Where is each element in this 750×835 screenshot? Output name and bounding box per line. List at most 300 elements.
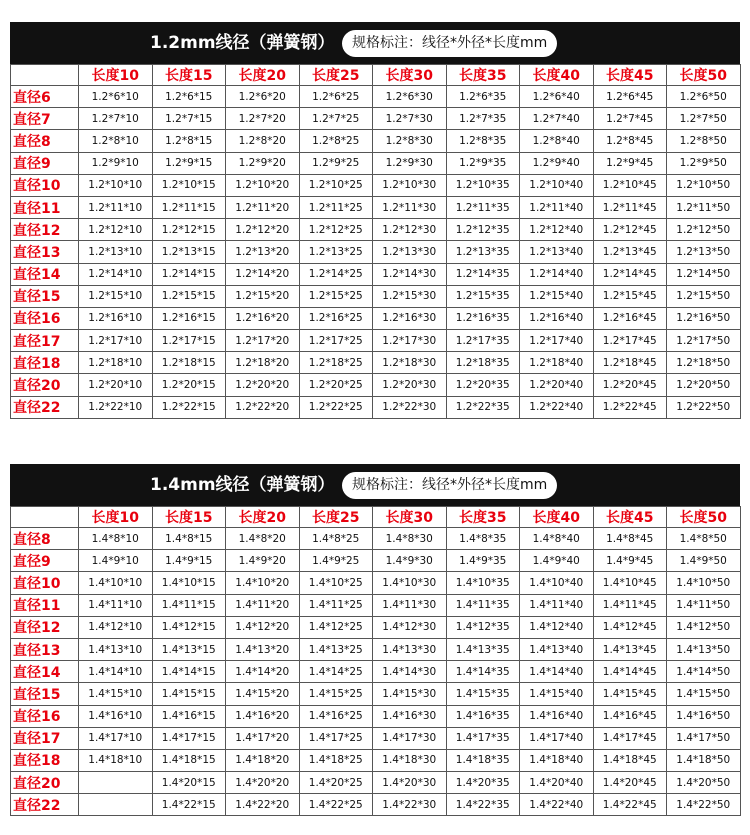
row-header: 直径16 — [11, 705, 79, 727]
spec-cell: 1.2*18*50 — [667, 352, 741, 374]
spec-cell: 1.2*11*30 — [373, 196, 447, 218]
spec-cell: 1.2*16*20 — [226, 307, 300, 329]
spec-cell: 1.2*11*45 — [593, 196, 667, 218]
table-row — [11, 749, 741, 771]
spec-cell: 1.4*17*20 — [226, 727, 300, 749]
spec-cell: 1.4*15*30 — [373, 683, 447, 705]
spec-cell: 1.2*9*25 — [299, 152, 373, 174]
spec-cell: 1.4*17*15 — [152, 727, 226, 749]
spec-cell: 1.4*13*40 — [520, 638, 594, 660]
table-row — [11, 307, 741, 329]
spec-cell: 1.4*16*15 — [152, 705, 226, 727]
spec-cell: 1.2*9*45 — [593, 152, 667, 174]
spec-cell: 1.4*14*40 — [520, 661, 594, 683]
spec-cell: 1.2*15*20 — [226, 285, 300, 307]
column-header: 长度35 — [446, 507, 520, 528]
spec-note-pill: 规格标注：线径*外径*长度mm — [342, 472, 557, 499]
column-header: 长度25 — [299, 507, 373, 528]
spec-cell: 1.2*7*30 — [373, 108, 447, 130]
spec-cell: 1.2*17*25 — [299, 330, 373, 352]
spec-cell: 1.4*13*30 — [373, 638, 447, 660]
spec-cell: 1.4*12*15 — [152, 616, 226, 638]
spec-note-pill: 规格标注：线径*外径*长度mm — [342, 30, 557, 57]
spec-cell: 1.4*13*25 — [299, 638, 373, 660]
column-header: 长度30 — [373, 65, 447, 86]
spec-cell: 1.2*13*45 — [593, 241, 667, 263]
table-row — [11, 241, 741, 263]
spec-cell: 1.4*10*25 — [299, 572, 373, 594]
spec-cell: 1.2*18*30 — [373, 352, 447, 374]
spec-cell: 1.2*9*10 — [79, 152, 153, 174]
spec-cell: 1.4*11*30 — [373, 594, 447, 616]
row-header: 直径9 — [11, 152, 79, 174]
column-header: 长度50 — [667, 507, 741, 528]
spec-cell: 1.4*17*35 — [446, 727, 520, 749]
spec-cell: 1.4*18*25 — [299, 749, 373, 771]
spec-cell: 1.2*20*25 — [299, 374, 373, 396]
row-header: 直径10 — [11, 174, 79, 196]
spec-cell: 1.2*15*45 — [593, 285, 667, 307]
spec-cell: 1.2*16*40 — [520, 307, 594, 329]
row-header: 直径7 — [11, 108, 79, 130]
row-header: 直径9 — [11, 550, 79, 572]
spec-cell: 1.2*16*50 — [667, 307, 741, 329]
column-header: 长度15 — [152, 507, 226, 528]
table-row — [11, 550, 741, 572]
spec-cell: 1.4*10*15 — [152, 572, 226, 594]
spec-cell: 1.2*13*35 — [446, 241, 520, 263]
spec-cell: 1.2*20*50 — [667, 374, 741, 396]
spec-cell: 1.2*7*45 — [593, 108, 667, 130]
spec-cell: 1.4*13*45 — [593, 638, 667, 660]
table-row — [11, 396, 741, 418]
spec-cell: 1.4*16*40 — [520, 705, 594, 727]
table-row — [11, 330, 741, 352]
spec-cell: 1.2*22*30 — [373, 396, 447, 418]
spec-cell: 1.2*10*25 — [299, 174, 373, 196]
column-header: 长度20 — [226, 507, 300, 528]
spec-cell: 1.4*10*50 — [667, 572, 741, 594]
spec-cell: 1.4*10*10 — [79, 572, 153, 594]
row-header: 直径22 — [11, 794, 79, 816]
spec-cell: 1.4*18*10 — [79, 749, 153, 771]
spec-cell: 1.4*18*35 — [446, 749, 520, 771]
spec-cell: 1.2*6*40 — [520, 86, 594, 108]
spec-cell: 1.4*14*25 — [299, 661, 373, 683]
spec-cell: 1.4*17*25 — [299, 727, 373, 749]
spec-cell: 1.4*14*50 — [667, 661, 741, 683]
spec-cell: 1.2*20*15 — [152, 374, 226, 396]
spec-cell: 1.2*16*35 — [446, 307, 520, 329]
spec-cell: 1.4*12*30 — [373, 616, 447, 638]
spec-cell: 1.2*12*10 — [79, 219, 153, 241]
spec-cell: 1.2*20*30 — [373, 374, 447, 396]
spec-cell: 1.2*14*10 — [79, 263, 153, 285]
spec-cell: 1.2*9*35 — [446, 152, 520, 174]
spec-cell: 1.2*12*20 — [226, 219, 300, 241]
spec-cell: 1.2*7*50 — [667, 108, 741, 130]
spec-cell: 1.4*11*50 — [667, 594, 741, 616]
spec-cell: 1.4*10*35 — [446, 572, 520, 594]
spec-cell: 1.4*20*40 — [520, 772, 594, 794]
spec-cell: 1.2*14*30 — [373, 263, 447, 285]
spec-cell: 1.2*12*35 — [446, 219, 520, 241]
row-header: 直径12 — [11, 616, 79, 638]
spec-cell: 1.2*14*40 — [520, 263, 594, 285]
spec-cell: 1.4*16*20 — [226, 705, 300, 727]
spec-cell: 1.4*13*20 — [226, 638, 300, 660]
spec-cell: 1.2*17*15 — [152, 330, 226, 352]
spec-cell: 1.2*18*20 — [226, 352, 300, 374]
spec-cell: 1.4*16*35 — [446, 705, 520, 727]
spec-cell: 1.2*8*15 — [152, 130, 226, 152]
spec-cell: 1.4*10*45 — [593, 572, 667, 594]
spec-cell: 1.4*12*20 — [226, 616, 300, 638]
spec-cell: 1.2*6*45 — [593, 86, 667, 108]
spec-cell: 1.2*12*50 — [667, 219, 741, 241]
spec-cell: 1.2*16*25 — [299, 307, 373, 329]
column-header: 长度45 — [593, 65, 667, 86]
spec-cell: 1.4*20*15 — [152, 772, 226, 794]
spec-cell: 1.4*14*30 — [373, 661, 447, 683]
spec-cell: 1.2*16*45 — [593, 307, 667, 329]
spec-cell: 1.2*13*30 — [373, 241, 447, 263]
corner-cell — [11, 507, 79, 528]
table-row — [11, 86, 741, 108]
spec-cell: 1.2*9*20 — [226, 152, 300, 174]
spec-cell: 1.2*8*10 — [79, 130, 153, 152]
row-header: 直径10 — [11, 572, 79, 594]
spec-cell — [79, 794, 153, 816]
table-row — [11, 152, 741, 174]
table-row — [11, 130, 741, 152]
spec-cell: 1.4*17*30 — [373, 727, 447, 749]
spec-table — [10, 64, 741, 419]
spec-cell: 1.4*18*20 — [226, 749, 300, 771]
spec-cell: 1.4*17*50 — [667, 727, 741, 749]
spec-cell: 1.2*15*50 — [667, 285, 741, 307]
spec-cell: 1.2*14*35 — [446, 263, 520, 285]
spec-cell: 1.2*18*25 — [299, 352, 373, 374]
spec-cell: 1.4*15*35 — [446, 683, 520, 705]
spec-cell: 1.2*6*25 — [299, 86, 373, 108]
column-header: 长度20 — [226, 65, 300, 86]
spec-cell: 1.2*14*15 — [152, 263, 226, 285]
row-header: 直径11 — [11, 196, 79, 218]
spec-cell: 1.2*8*20 — [226, 130, 300, 152]
spec-cell: 1.4*18*30 — [373, 749, 447, 771]
spec-cell: 1.2*22*20 — [226, 396, 300, 418]
table-row — [11, 572, 741, 594]
spec-cell: 1.4*11*10 — [79, 594, 153, 616]
spec-cell: 1.2*15*25 — [299, 285, 373, 307]
spec-cell: 1.2*12*30 — [373, 219, 447, 241]
spec-cell: 1.2*9*15 — [152, 152, 226, 174]
spec-cell: 1.2*15*35 — [446, 285, 520, 307]
spec-cell: 1.4*13*35 — [446, 638, 520, 660]
spec-cell: 1.4*17*10 — [79, 727, 153, 749]
spec-cell: 1.2*8*50 — [667, 130, 741, 152]
spec-cell: 1.4*10*30 — [373, 572, 447, 594]
spec-cell: 1.4*16*30 — [373, 705, 447, 727]
spec-cell: 1.4*15*40 — [520, 683, 594, 705]
spec-cell: 1.2*20*20 — [226, 374, 300, 396]
spec-cell: 1.4*14*35 — [446, 661, 520, 683]
spec-cell: 1.4*9*10 — [79, 550, 153, 572]
table-row — [11, 219, 741, 241]
spec-cell: 1.2*7*40 — [520, 108, 594, 130]
spec-cell: 1.4*15*45 — [593, 683, 667, 705]
header-row — [11, 65, 741, 86]
column-header: 长度40 — [520, 65, 594, 86]
spec-cell: 1.2*13*50 — [667, 241, 741, 263]
corner-cell — [11, 65, 79, 86]
spec-cell: 1.4*18*40 — [520, 749, 594, 771]
header-row — [11, 507, 741, 528]
table-row — [11, 616, 741, 638]
spec-cell: 1.4*20*50 — [667, 772, 741, 794]
row-header: 直径15 — [11, 683, 79, 705]
spec-cell: 1.4*8*10 — [79, 528, 153, 550]
spec-cell: 1.2*17*30 — [373, 330, 447, 352]
spec-cell: 1.2*15*10 — [79, 285, 153, 307]
spec-cell: 1.2*10*30 — [373, 174, 447, 196]
spec-cell: 1.4*15*20 — [226, 683, 300, 705]
table-row — [11, 352, 741, 374]
spec-cell: 1.4*11*20 — [226, 594, 300, 616]
spec-cell: 1.4*8*20 — [226, 528, 300, 550]
spec-cell: 1.4*20*30 — [373, 772, 447, 794]
spec-cell: 1.4*20*45 — [593, 772, 667, 794]
table-row — [11, 727, 741, 749]
spec-cell: 1.2*6*10 — [79, 86, 153, 108]
row-header: 直径13 — [11, 638, 79, 660]
spec-cell: 1.2*16*15 — [152, 307, 226, 329]
row-header: 直径16 — [11, 307, 79, 329]
spec-cell: 1.4*8*50 — [667, 528, 741, 550]
column-header: 长度35 — [446, 65, 520, 86]
table-row — [11, 772, 741, 794]
spec-cell: 1.4*22*15 — [152, 794, 226, 816]
table-row — [11, 108, 741, 130]
row-header: 直径15 — [11, 285, 79, 307]
column-header: 长度10 — [79, 507, 153, 528]
spec-cell: 1.2*20*45 — [593, 374, 667, 396]
spec-cell: 1.2*10*15 — [152, 174, 226, 196]
spec-cell: 1.2*22*15 — [152, 396, 226, 418]
spec-cell: 1.4*22*45 — [593, 794, 667, 816]
row-header: 直径11 — [11, 594, 79, 616]
spec-cell: 1.4*12*45 — [593, 616, 667, 638]
spec-cell: 1.4*12*10 — [79, 616, 153, 638]
spec-cell: 1.2*7*10 — [79, 108, 153, 130]
spec-cell: 1.2*10*45 — [593, 174, 667, 196]
row-header: 直径17 — [11, 727, 79, 749]
spec-cell: 1.2*15*30 — [373, 285, 447, 307]
row-header: 直径8 — [11, 528, 79, 550]
spec-cell: 1.2*12*25 — [299, 219, 373, 241]
spec-cell: 1.4*11*15 — [152, 594, 226, 616]
spec-cell: 1.4*17*40 — [520, 727, 594, 749]
column-header: 长度40 — [520, 507, 594, 528]
spec-cell: 1.2*11*15 — [152, 196, 226, 218]
spec-cell: 1.4*11*40 — [520, 594, 594, 616]
spec-cell: 1.2*7*25 — [299, 108, 373, 130]
spec-cell: 1.2*9*50 — [667, 152, 741, 174]
spec-cell: 1.2*8*35 — [446, 130, 520, 152]
table-row — [11, 374, 741, 396]
spec-cell: 1.2*6*35 — [446, 86, 520, 108]
spec-cell: 1.4*17*45 — [593, 727, 667, 749]
spec-cell: 1.2*6*20 — [226, 86, 300, 108]
spec-cell: 1.4*9*30 — [373, 550, 447, 572]
spec-cell: 1.4*9*40 — [520, 550, 594, 572]
spec-cell: 1.2*6*15 — [152, 86, 226, 108]
spec-cell: 1.2*12*15 — [152, 219, 226, 241]
spec-cell: 1.2*15*15 — [152, 285, 226, 307]
spec-block-1 — [10, 22, 740, 419]
table-row — [11, 196, 741, 218]
spec-cell: 1.2*16*10 — [79, 307, 153, 329]
spec-cell: 1.2*11*20 — [226, 196, 300, 218]
spec-cell: 1.4*15*25 — [299, 683, 373, 705]
spec-cell: 1.4*8*45 — [593, 528, 667, 550]
spec-cell: 1.4*8*30 — [373, 528, 447, 550]
spec-cell: 1.2*20*35 — [446, 374, 520, 396]
spec-cell — [79, 772, 153, 794]
spec-cell: 1.2*13*25 — [299, 241, 373, 263]
table-row — [11, 661, 741, 683]
spec-cell: 1.4*15*10 — [79, 683, 153, 705]
spec-cell: 1.4*10*40 — [520, 572, 594, 594]
spec-cell: 1.4*14*15 — [152, 661, 226, 683]
spec-cell: 1.2*16*30 — [373, 307, 447, 329]
table-row — [11, 263, 741, 285]
spec-cell: 1.2*12*40 — [520, 219, 594, 241]
spec-cell: 1.4*14*45 — [593, 661, 667, 683]
spec-cell: 1.2*14*20 — [226, 263, 300, 285]
spec-cell: 1.2*18*10 — [79, 352, 153, 374]
spec-cell: 1.4*8*15 — [152, 528, 226, 550]
spec-cell: 1.4*22*40 — [520, 794, 594, 816]
column-header: 长度25 — [299, 65, 373, 86]
spec-cell: 1.2*8*25 — [299, 130, 373, 152]
spec-cell: 1.2*6*50 — [667, 86, 741, 108]
spec-cell: 1.2*10*50 — [667, 174, 741, 196]
spec-cell: 1.2*11*25 — [299, 196, 373, 218]
spec-cell: 1.4*8*35 — [446, 528, 520, 550]
spec-cell: 1.2*17*10 — [79, 330, 153, 352]
spec-cell: 1.4*8*25 — [299, 528, 373, 550]
spec-cell: 1.4*10*20 — [226, 572, 300, 594]
spec-cell: 1.4*15*50 — [667, 683, 741, 705]
spec-cell: 1.2*17*40 — [520, 330, 594, 352]
table-row — [11, 285, 741, 307]
spec-cell: 1.2*8*40 — [520, 130, 594, 152]
spec-cell: 1.2*9*40 — [520, 152, 594, 174]
spec-cell: 1.2*18*45 — [593, 352, 667, 374]
spec-cell: 1.2*18*15 — [152, 352, 226, 374]
spec-cell: 1.2*17*50 — [667, 330, 741, 352]
spec-cell: 1.4*15*15 — [152, 683, 226, 705]
spec-cell: 1.2*22*10 — [79, 396, 153, 418]
spec-table — [10, 506, 741, 816]
spec-cell: 1.4*14*10 — [79, 661, 153, 683]
spec-cell: 1.2*14*50 — [667, 263, 741, 285]
spec-cell: 1.4*9*45 — [593, 550, 667, 572]
spec-cell: 1.4*9*25 — [299, 550, 373, 572]
spec-cell: 1.4*13*10 — [79, 638, 153, 660]
spec-cell: 1.4*16*10 — [79, 705, 153, 727]
spec-cell: 1.2*7*35 — [446, 108, 520, 130]
row-header: 直径17 — [11, 330, 79, 352]
spec-cell: 1.2*11*50 — [667, 196, 741, 218]
spec-cell: 1.4*18*50 — [667, 749, 741, 771]
spec-cell: 1.4*16*25 — [299, 705, 373, 727]
spec-cell: 1.2*17*20 — [226, 330, 300, 352]
row-header: 直径18 — [11, 352, 79, 374]
row-header: 直径14 — [11, 661, 79, 683]
row-header: 直径22 — [11, 396, 79, 418]
spec-cell: 1.4*9*35 — [446, 550, 520, 572]
spec-cell: 1.2*22*45 — [593, 396, 667, 418]
row-header: 直径18 — [11, 749, 79, 771]
spec-cell: 1.2*6*30 — [373, 86, 447, 108]
spec-cell: 1.4*9*20 — [226, 550, 300, 572]
spec-cell: 1.2*10*10 — [79, 174, 153, 196]
spec-cell: 1.4*12*50 — [667, 616, 741, 638]
row-header: 直径6 — [11, 86, 79, 108]
row-header: 直径12 — [11, 219, 79, 241]
spec-cell: 1.4*13*50 — [667, 638, 741, 660]
column-header: 长度30 — [373, 507, 447, 528]
row-header: 直径13 — [11, 241, 79, 263]
spec-cell: 1.2*13*20 — [226, 241, 300, 263]
spec-cell: 1.4*14*20 — [226, 661, 300, 683]
spec-cell: 1.2*10*40 — [520, 174, 594, 196]
spec-cell: 1.2*20*40 — [520, 374, 594, 396]
spec-cell: 1.2*11*35 — [446, 196, 520, 218]
block-title: 1.2mm线径（弹簧钢） — [150, 33, 335, 53]
spec-cell: 1.4*22*30 — [373, 794, 447, 816]
spec-cell: 1.2*17*45 — [593, 330, 667, 352]
spec-cell: 1.2*17*35 — [446, 330, 520, 352]
spec-cell: 1.2*18*40 — [520, 352, 594, 374]
spec-cell: 1.4*16*50 — [667, 705, 741, 727]
spec-cell: 1.4*20*35 — [446, 772, 520, 794]
spec-cell: 1.2*22*25 — [299, 396, 373, 418]
spec-cell: 1.2*9*30 — [373, 152, 447, 174]
row-header: 直径20 — [11, 772, 79, 794]
spec-cell: 1.2*10*20 — [226, 174, 300, 196]
spec-cell: 1.4*18*15 — [152, 749, 226, 771]
spec-cell: 1.2*14*25 — [299, 263, 373, 285]
spec-cell: 1.2*11*10 — [79, 196, 153, 218]
table-row — [11, 683, 741, 705]
table-row — [11, 594, 741, 616]
spec-cell: 1.4*22*25 — [299, 794, 373, 816]
spec-cell: 1.2*22*40 — [520, 396, 594, 418]
spec-cell: 1.4*9*50 — [667, 550, 741, 572]
spec-cell: 1.4*11*35 — [446, 594, 520, 616]
title-bar — [10, 464, 740, 506]
spec-cell: 1.2*15*40 — [520, 285, 594, 307]
spec-cell: 1.2*8*45 — [593, 130, 667, 152]
spec-cell: 1.2*20*10 — [79, 374, 153, 396]
table-row — [11, 638, 741, 660]
spec-cell: 1.2*22*35 — [446, 396, 520, 418]
spec-cell: 1.4*12*35 — [446, 616, 520, 638]
